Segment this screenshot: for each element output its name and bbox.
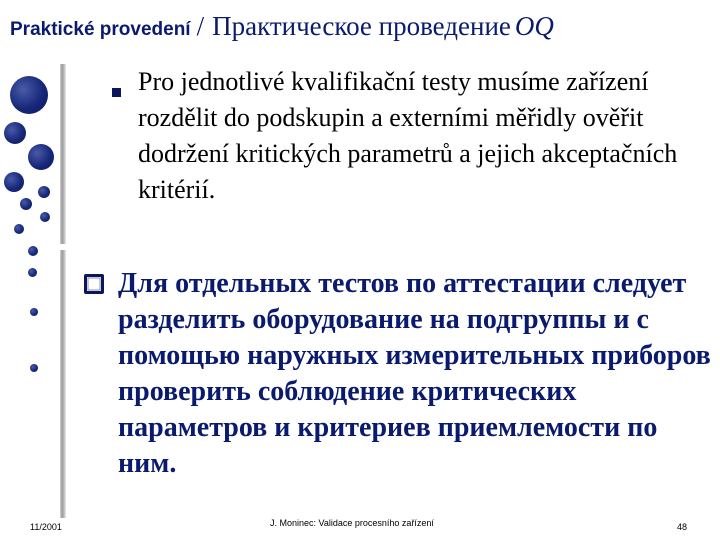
decorative-dot-icon <box>10 76 48 114</box>
decorative-dot-icon <box>14 224 24 234</box>
decorative-dot-icon <box>40 212 50 222</box>
decorative-dots <box>0 0 70 540</box>
bullet-item-russian: Для отдельных тестов по аттестации следует разделить оборудование на подгруппы и с помощью наружных измерительных приборов проверить соблюдение критических параметров и критериев приемлемости по ним. <box>118 268 711 479</box>
bullet-item-czech: Pro jednotlivé kvalifikační testy musíme zařízení rozdělit do podskupin a externími měřidly ověřit dodržení kritických parametrů a jejich akceptačních kritérií. <box>138 67 678 204</box>
title-czech: Praktické provedení <box>10 19 191 40</box>
decorative-dot-icon <box>38 186 50 198</box>
title-suffix: OQ <box>514 11 554 41</box>
title-separator: / <box>196 11 205 41</box>
decorative-dot-icon <box>30 364 38 372</box>
footer-date: 11/2001 <box>30 522 62 532</box>
slide-title <box>10 6 715 51</box>
decorative-dot-icon <box>28 246 38 256</box>
page-number: 48 <box>677 522 688 532</box>
decorative-dot-icon <box>4 172 24 192</box>
decorative-dot-icon <box>28 144 54 170</box>
square-bullet-icon <box>112 88 121 97</box>
decorative-dot-icon <box>20 198 32 210</box>
checkbox-bullet-icon <box>82 272 106 296</box>
decorative-dot-icon <box>4 122 26 144</box>
decorative-dot-icon <box>30 308 38 316</box>
title-russian: Практическое проведение <box>212 11 511 41</box>
footer-caption: J. Moninec: Validace procesního zařízení <box>270 518 434 528</box>
decorative-dot-icon <box>28 268 37 277</box>
